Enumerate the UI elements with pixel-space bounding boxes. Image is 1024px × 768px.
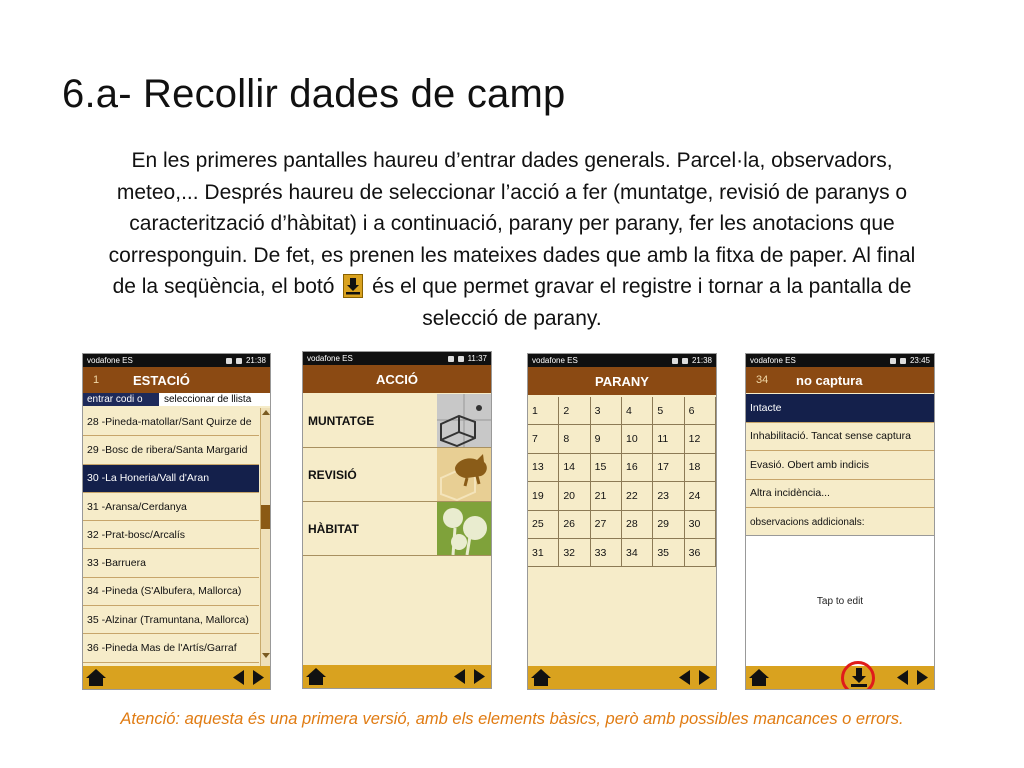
trap-cell[interactable]: 10 [622,425,653,453]
signal-icon [448,356,454,362]
phone-screen-accio [302,351,492,689]
save-download-icon [343,274,363,298]
trap-cell[interactable]: 17 [653,454,684,482]
trap-cell[interactable]: 35 [653,539,684,567]
home-icon[interactable] [749,669,769,686]
trap-cell[interactable]: 7 [528,425,559,453]
next-arrow-icon[interactable] [253,670,264,685]
next-arrow-icon[interactable] [917,670,928,685]
intro-text-part1: En les primeres pantalles haureu d’entrar dades generals. Parcel·la, observadors, meteo,... Després haureu de seleccionar l’acció a fer (muntatge, revisió de paranys o caracterització d’hàbitat) i a continuació, parany per parany, fer les anotacions que corresponguin. De fet, es prenen les mateixes dades que amb la fitxa de paper. Al final de la seqüència, el botó [108,149,916,299]
trap-cell[interactable]: 13 [528,454,559,482]
option-label: REVISIÓ [308,468,357,482]
trap-cell[interactable]: 23 [653,482,684,510]
list-item[interactable]: 31 -Aransa/Cerdanya [83,493,259,521]
scroll-up-icon[interactable] [262,410,270,415]
screen-header [746,367,934,393]
carrier-label: vodafone ES [87,356,133,365]
prev-arrow-icon[interactable] [897,670,908,685]
option-revisio[interactable] [303,448,491,502]
intro-text-part2: és el que permet gravar el registre i tornar a la pantalla de selecció de parany. [372,275,912,330]
home-icon[interactable] [86,669,106,686]
trap-cell[interactable]: 16 [622,454,653,482]
slide-title: 6.a- Recollir dades de camp [62,72,566,116]
carrier-label: vodafone ES [532,356,578,365]
status-bar [83,354,270,367]
animal-icon [437,448,491,501]
prev-arrow-icon[interactable] [233,670,244,685]
phone-screen-estacio [82,353,271,690]
signal-icon [226,358,232,364]
observations-textarea[interactable] [746,535,934,668]
trap-cell[interactable]: 19 [528,482,559,510]
trap-cell[interactable]: 20 [559,482,590,510]
option-label: MUNTATGE [308,414,375,428]
scroll-down-icon[interactable] [262,653,270,658]
trap-cell[interactable]: 30 [685,511,716,539]
trap-cell[interactable]: 33 [591,539,622,567]
trap-number: 34 [756,374,769,386]
station-number: 1 [93,374,100,386]
prev-arrow-icon[interactable] [454,669,465,684]
footnote-warning: Atenció: aquesta és una primera versió, amb els elements bàsics, però amb possibles mancances o errors. [120,710,904,728]
trap-cell[interactable]: 18 [685,454,716,482]
trap-cell[interactable]: 28 [622,511,653,539]
intro-text [96,145,928,335]
trap-cell[interactable]: 1 [528,397,559,425]
trap-box-icon [437,394,491,447]
trap-cell[interactable]: 14 [559,454,590,482]
list-item[interactable]: 33 -Barruera [83,549,259,577]
list-item[interactable]: Inhabilitació. Tancat sense captura [746,423,934,452]
option-habitat[interactable] [303,502,491,556]
list-item-selected[interactable]: 30 -La Honeria/Vall d'Aran [83,465,259,493]
trap-cell[interactable]: 6 [685,397,716,425]
trap-grid [528,397,716,567]
input-mode-tabs [83,393,270,406]
trap-cell[interactable]: 26 [559,511,590,539]
save-download-icon[interactable] [850,668,868,687]
tree-icon [437,502,491,555]
trap-cell[interactable]: 25 [528,511,559,539]
trap-cell[interactable]: 12 [685,425,716,453]
trap-cell[interactable]: 21 [591,482,622,510]
trap-cell[interactable]: 5 [653,397,684,425]
list-item[interactable]: 35 -Alzinar (Tramuntana, Mallorca) [83,606,259,634]
home-icon[interactable] [531,669,551,686]
screen-header [528,367,716,395]
bottom-nav [303,665,491,688]
list-item[interactable]: Altra incidència... [746,480,934,509]
next-arrow-icon[interactable] [699,670,710,685]
tap-to-edit-hint: Tap to edit [816,596,864,607]
list-scrollbar[interactable] [260,408,271,666]
battery-icon [236,358,242,364]
phone-screen-captura [745,353,935,690]
trap-cell[interactable]: 36 [685,539,716,567]
trap-cell[interactable]: 11 [653,425,684,453]
list-item[interactable]: 28 -Pineda-matollar/Sant Quirze de [83,408,259,436]
list-item-selected[interactable]: Intacte [746,394,934,423]
next-arrow-icon[interactable] [474,669,485,684]
scroll-thumb[interactable] [261,505,271,529]
list-item[interactable]: 32 -Prat-bosc/Arcalís [83,521,259,549]
trap-cell[interactable]: 32 [559,539,590,567]
trap-cell[interactable]: 2 [559,397,590,425]
screen-title: ACCIÓ [376,371,418,387]
carrier-label: vodafone ES [307,354,353,363]
bottom-nav [746,666,934,689]
list-item[interactable]: Evasió. Obert amb indicis [746,451,934,480]
trap-cell[interactable]: 3 [591,397,622,425]
trap-cell[interactable]: 22 [622,482,653,510]
tab-select-list[interactable]: seleccionar de llista [159,393,270,406]
trap-cell[interactable]: 31 [528,539,559,567]
status-bar [303,352,491,365]
status-time: 23:45 [909,356,930,365]
screen-title: PARANY [595,373,649,389]
battery-icon [682,358,688,364]
screen-header [303,365,491,393]
tab-enter-code[interactable]: entrar codi o [83,393,159,406]
carrier-label: vodafone ES [750,356,796,365]
option-muntatge[interactable] [303,394,491,448]
screen-title: ESTACIÓ [133,372,190,388]
list-item[interactable]: 36 -Pineda Mas de l'Artís/Garraf [83,634,259,662]
battery-icon [900,358,906,364]
list-item[interactable]: 29 -Bosc de ribera/Santa Margarid [83,436,259,464]
home-icon[interactable] [306,668,326,685]
status-time: 11:37 [467,354,487,363]
station-list [83,408,259,663]
trap-cell[interactable]: 27 [591,511,622,539]
trap-cell[interactable]: 9 [591,425,622,453]
status-option-list [746,394,934,508]
prev-arrow-icon[interactable] [679,670,690,685]
bottom-nav [83,666,270,689]
trap-cell[interactable]: 24 [685,482,716,510]
bottom-nav [528,666,716,689]
trap-cell[interactable]: 4 [622,397,653,425]
signal-icon [672,358,678,364]
option-label: HÀBITAT [308,522,359,536]
trap-cell[interactable]: 29 [653,511,684,539]
trap-cell[interactable]: 15 [591,454,622,482]
signal-icon [890,358,896,364]
battery-icon [458,356,464,362]
trap-cell[interactable]: 34 [622,539,653,567]
screen-title: no captura [796,372,863,388]
status-bar [746,354,934,367]
status-time: 21:38 [245,356,266,365]
phone-screen-parany [527,353,717,690]
screen-header [83,367,270,393]
observations-label: observacions addicionals: [750,516,865,528]
status-time: 21:38 [691,356,712,365]
trap-cell[interactable]: 8 [559,425,590,453]
list-item[interactable]: 34 -Pineda (S'Albufera, Mallorca) [83,578,259,606]
status-bar [528,354,716,367]
